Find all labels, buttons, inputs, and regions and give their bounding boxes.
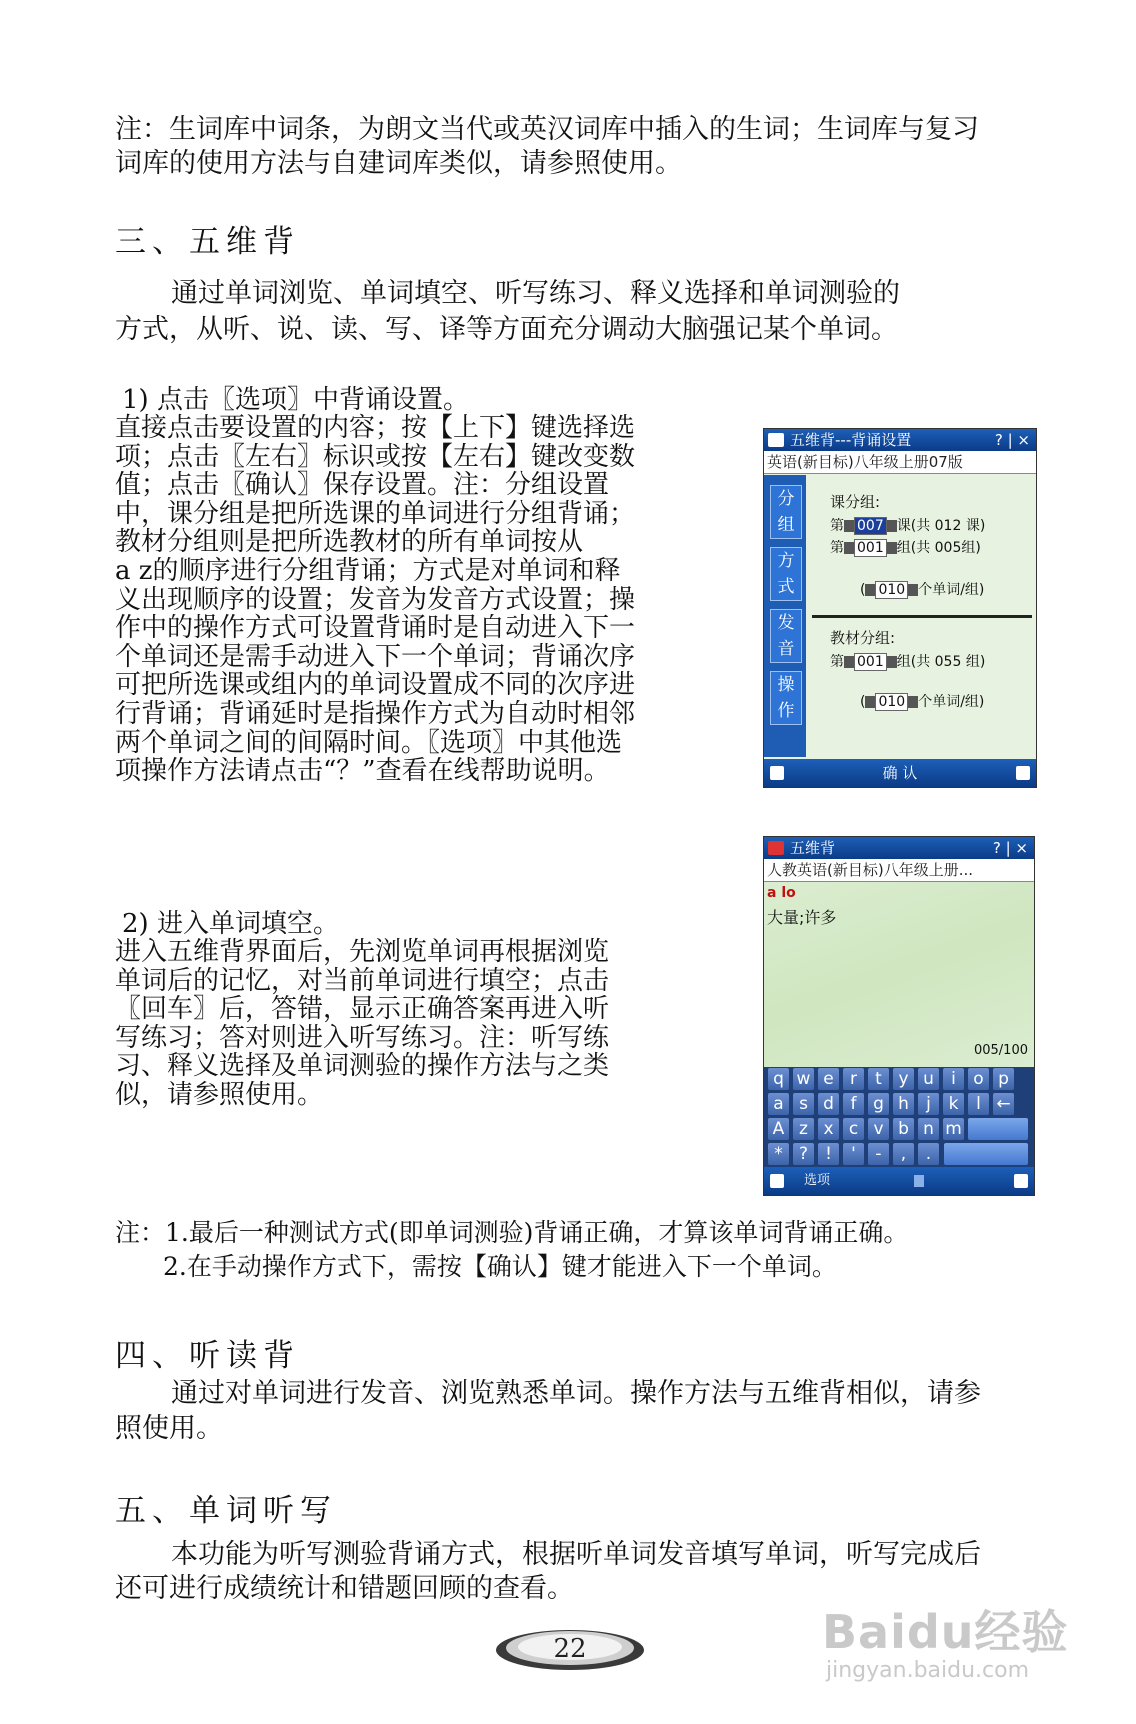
key-y[interactable]: y [893, 1068, 914, 1090]
key-symbol[interactable]: ? [793, 1143, 814, 1165]
step-1-line-2: 项；点击〖左右〗标识或按【左右】键改变数 [115, 441, 636, 472]
right-arrow-icon[interactable] [908, 696, 918, 708]
key-z[interactable]: z [793, 1118, 814, 1140]
step-1-line-11: 行背诵；背诵延时是指操作方式为自动时相邻 [115, 698, 636, 729]
lesson-group-row-suffix: 组(共 005组) [896, 540, 981, 556]
note-1: 注：1.最后一种测试方式(即单词测验)背诵正确，才算该单词背诵正确。 [115, 1218, 909, 1247]
watermark-brand: Baidu经验 [822, 1605, 1069, 1659]
textbook-row-suffix: 组(共 055 组) [896, 654, 986, 670]
section-3-intro-line-2: 方式，从听、说、读、写、译等方面充分调动大脑强记某个单词。 [115, 314, 898, 345]
step-1-line-12: 两个单词之间的间隔时间。〖选项〗中其他选 [115, 727, 623, 758]
lesson-value[interactable]: 007 [854, 517, 887, 535]
back-icon[interactable] [770, 1174, 784, 1188]
current-word: a lo [767, 885, 796, 901]
key-r[interactable]: r [843, 1068, 864, 1090]
words-per-group-value-2[interactable]: 010 [875, 693, 908, 711]
step-2-line-3: 〖回车〗后，答错，显示正确答案再进入听 [115, 994, 610, 1025]
lesson-row-prefix: 第 [830, 518, 844, 534]
note-top-line-1: 注：生词库中词条，为朗文当代或英汉词库中插入的生词；生词库与复习 [115, 114, 979, 145]
step-2-heading: 2) 进入单词填空。 [122, 909, 339, 939]
section-5-title: 五、单词听写 [115, 1493, 337, 1529]
section-4-line-1: 通过对单词进行发音、浏览熟悉单词。操作方法与五维背相似，请参 [171, 1378, 981, 1409]
words-per-group-suffix-1: 个单词/组) [918, 582, 985, 598]
enter-key[interactable] [944, 1143, 1028, 1165]
key-e[interactable]: e [818, 1068, 839, 1090]
baidu-watermark [822, 1596, 1069, 1683]
key-g[interactable]: g [868, 1093, 889, 1115]
word-meaning: 大量;许多 [767, 908, 837, 927]
key-l[interactable]: l [968, 1093, 989, 1115]
key-n[interactable]: n [918, 1118, 939, 1140]
screen-2-subtitle: 人教英语(新目标)八年级上册... [764, 859, 1034, 882]
tab-label: 操 作 [777, 675, 795, 721]
speaker-icon[interactable] [914, 1175, 924, 1187]
key-symbol[interactable]: ' [843, 1143, 864, 1165]
space-key[interactable] [968, 1118, 1028, 1140]
section-4-line-2: 照使用。 [115, 1413, 223, 1444]
screen-1-title: 五维背---背诵设置 [790, 431, 912, 449]
step-1-line-9: 个单词还是需手动进入下一个单词；背诵次序 [115, 641, 636, 672]
screen-1-titlebar [764, 429, 1036, 451]
tab-pronunciation[interactable] [770, 609, 802, 663]
step-1-line-3: 值；点击〖确认〗保存设置。注：分组设置 [115, 470, 610, 501]
key-x[interactable]: x [818, 1118, 839, 1140]
screen-1-subtitle: 英语(新目标)八年级上册07版 [764, 451, 1036, 474]
right-arrow-icon[interactable] [887, 520, 897, 532]
soft-keyboard [764, 1067, 1034, 1167]
step-1-line-13: 项操作方法请点击“？”查看在线帮助说明。 [115, 756, 610, 787]
words-per-group-value-1[interactable]: 010 [875, 581, 908, 599]
step-1-line-4: 中，课分组是把所选课的单词进行分组背诵； [115, 498, 636, 529]
lesson-group-row [830, 537, 981, 557]
key-h[interactable]: h [893, 1093, 914, 1115]
step-1-text [115, 414, 635, 786]
key-o[interactable]: o [968, 1068, 989, 1090]
key-symbol[interactable]: . [918, 1143, 939, 1165]
section-3-title: 三、五维背 [115, 224, 300, 260]
key-s[interactable]: s [793, 1093, 814, 1115]
app-logo-icon [768, 433, 784, 447]
page-number: 22 [553, 1634, 587, 1664]
section-5-line-1: 本功能为听写测验背诵方式，根据听单词发音填写单词，听写完成后 [171, 1539, 981, 1570]
confirm-button[interactable]: 确 认 [882, 764, 918, 782]
section-4-title: 四、听读背 [115, 1338, 300, 1374]
options-button[interactable]: 选项 [804, 1173, 831, 1188]
key-symbol[interactable]: ← [993, 1093, 1014, 1115]
section-5-line-2: 还可进行成绩统计和错题回顾的查看。 [115, 1573, 574, 1604]
screen-1-bottombar [764, 759, 1036, 787]
key-q[interactable]: q [768, 1068, 789, 1090]
app-logo-icon [768, 841, 784, 855]
key-f[interactable]: f [843, 1093, 864, 1115]
key-A[interactable]: A [768, 1118, 789, 1140]
step-1-line-7: 义出现顺序的设置；发音为发音方式设置；操 [115, 584, 636, 615]
note-2: 2.在手动操作方式下，需按【确认】键才能进入下一个单词。 [163, 1252, 837, 1281]
key-d[interactable]: d [818, 1093, 839, 1115]
screen-2-bottombar [764, 1167, 1034, 1195]
lesson-group-row-prefix: 第 [830, 540, 844, 556]
step-2-line-4: 写练习；答对则进入听写练习。注：听写练 [115, 1022, 610, 1053]
step-2-line-6: 似，请参照使用。 [115, 1079, 324, 1110]
key-v[interactable]: v [868, 1118, 889, 1140]
key-u[interactable]: u [918, 1068, 939, 1090]
words-per-group-row-1: ( 010 个单词/组) [860, 582, 985, 598]
section-3-intro-line-1: 通过单词浏览、单词填空、听写练习、释义选择和单词测验的 [171, 278, 900, 309]
key-p[interactable]: p [993, 1068, 1014, 1090]
settings-screen [763, 428, 1037, 788]
page-number-badge [495, 1626, 645, 1674]
divider [812, 615, 1032, 618]
key-i[interactable]: i [943, 1068, 964, 1090]
key-symbol[interactable]: ! [818, 1143, 839, 1165]
key-k[interactable]: k [943, 1093, 964, 1115]
left-arrow-icon[interactable] [844, 542, 854, 554]
step-2-text [115, 938, 609, 1110]
key-a[interactable]: a [768, 1093, 789, 1115]
tab-label: 分 组 [777, 489, 795, 535]
step-1-heading: 1) 点击〖选项〗中背诵设置。 [122, 385, 469, 415]
home-icon[interactable] [1014, 1174, 1028, 1188]
key-j[interactable]: j [918, 1093, 939, 1115]
tab-operation[interactable] [770, 671, 802, 725]
note-top-line-2: 词库的使用方法与自建词库类似，请参照使用。 [115, 148, 682, 179]
key-symbol[interactable]: * [768, 1143, 789, 1165]
right-arrow-icon[interactable] [908, 584, 918, 596]
left-arrow-icon[interactable] [865, 584, 875, 596]
left-arrow-icon[interactable] [844, 520, 854, 532]
textbook-group-label: 教材分组: [830, 629, 896, 647]
lesson-group-value[interactable]: 001 [854, 539, 887, 557]
left-arrow-icon[interactable] [865, 696, 875, 708]
step-1-line-6: a z的顺序进行分组背诵；方式是对单词和释 [115, 555, 621, 586]
key-symbol[interactable]: , [893, 1143, 914, 1165]
left-arrow-icon[interactable] [844, 656, 854, 668]
key-symbol[interactable]: - [868, 1143, 889, 1165]
words-per-group-suffix-2: 个单词/组) [918, 694, 985, 710]
step-2-line-2: 单词后的记忆，对当前单词进行填空；点击 [115, 965, 610, 996]
home-icon[interactable] [1016, 766, 1030, 780]
right-arrow-icon[interactable] [887, 656, 897, 668]
step-1-line-1: 直接点击要设置的内容；按【上下】键选择选 [115, 413, 636, 443]
screen-2-title: 五维背 [790, 839, 836, 857]
word-counter: 005/100 [973, 1043, 1028, 1058]
screen-1-window-controls[interactable]: ? | × [994, 431, 1030, 449]
lesson-group-label: 课分组: [830, 493, 881, 511]
tab-mode[interactable] [770, 547, 802, 601]
five-dimension-screen [763, 836, 1035, 1196]
screen-2-titlebar [764, 837, 1034, 859]
key-w[interactable]: w [793, 1068, 814, 1090]
tab-label: 发 音 [777, 613, 795, 659]
textbook-group-value[interactable]: 001 [854, 653, 887, 671]
step-2-line-1: 进入五维背界面后，先浏览单词再根据浏览 [115, 937, 610, 967]
watermark-url: jingyan.baidu.com [826, 1658, 1030, 1683]
right-arrow-icon[interactable] [887, 542, 897, 554]
tab-group[interactable] [770, 485, 802, 539]
lesson-row [830, 515, 985, 535]
words-per-group-row-2: ( 010 个单词/组) [860, 694, 985, 710]
settings-tabs [764, 475, 806, 757]
key-t[interactable]: t [868, 1068, 889, 1090]
lesson-row-suffix: 课(共 012 课) [896, 518, 986, 534]
screen-2-window-controls[interactable]: ? | × [992, 839, 1028, 857]
textbook-group-row [830, 651, 985, 671]
step-1-line-8: 作中的操作方式可设置背诵时是自动进入下一 [115, 613, 636, 644]
textbook-row-prefix: 第 [830, 654, 844, 670]
tab-label: 方 式 [777, 551, 795, 597]
key-c[interactable]: c [843, 1118, 864, 1140]
step-2-line-5: 习、释义选择及单词测验的操作方法与之类 [115, 1051, 610, 1082]
key-m[interactable]: m [943, 1118, 964, 1140]
step-1-line-5: 教材分组则是把所选教材的所有单词按从 [115, 527, 584, 558]
key-b[interactable]: b [893, 1118, 914, 1140]
step-1-line-10: 可把所选课或组内的单词设置成不同的次序进 [115, 670, 636, 701]
